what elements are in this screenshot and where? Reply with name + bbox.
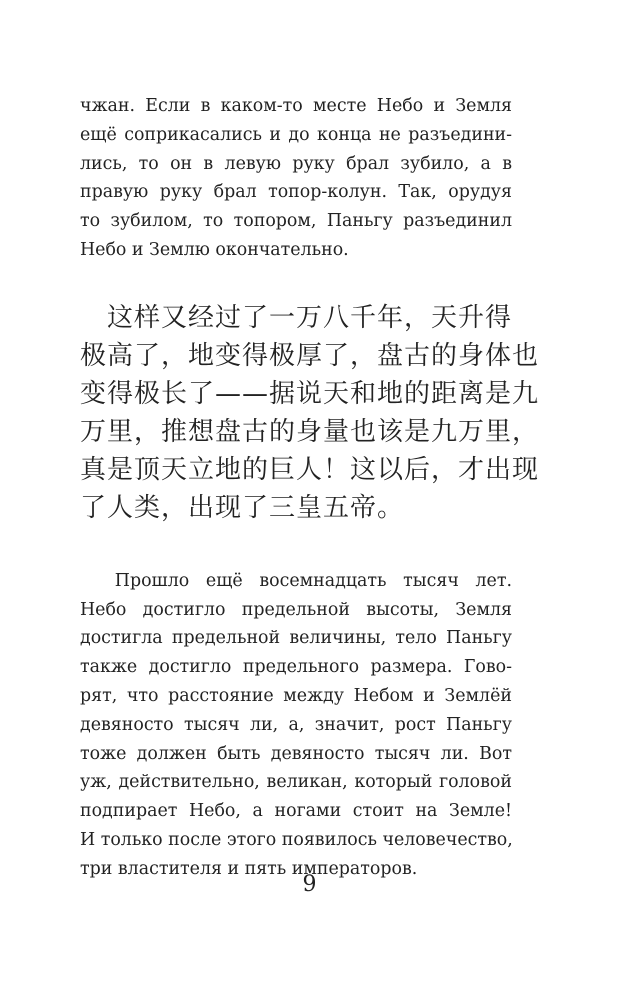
text-line: уж, действительно, великан, который головой xyxy=(80,772,512,793)
text-line: Небо достигло предельной высоты, Земля xyxy=(80,599,512,620)
text-line: лись, то он в левую руку брал зубило, а в xyxy=(80,153,512,174)
text-line: 了人类，出现了三皇五帝。 xyxy=(80,492,405,523)
text-line: ещё соприкасались и до конца не разъедини- xyxy=(80,124,512,145)
text-line: 极高了，地变得极厚了，盘古的身体也 xyxy=(80,340,540,371)
text-line: чжан. Если в каком-то месте Небо и Земля xyxy=(80,96,512,116)
text-line: также достигло предельного размера. Гово- xyxy=(80,657,512,678)
paragraph-russian-1 xyxy=(80,92,512,265)
page-number: 9 xyxy=(302,872,317,897)
text-line: то зубилом, то топором, Паньгу разъединил xyxy=(80,211,512,232)
text-line: рят, что расстояние между Небом и Землёй xyxy=(80,685,512,706)
text-line: подпирает Небо, а ногами стоит на Земле! xyxy=(80,801,512,822)
text-line: правую руку брал топор-колун. Так, орудуя xyxy=(80,182,512,203)
paragraph-chinese xyxy=(80,299,540,527)
text-line: Прошло ещё восемнадцать тысяч лет. xyxy=(80,570,512,591)
text-line: три властителя и пять императоров. xyxy=(80,858,418,879)
text-line: Небо и Землю окончательно. xyxy=(80,239,349,260)
text-line: 这样又经过了一万八千年，天升得 xyxy=(80,302,513,333)
page-body xyxy=(80,92,540,884)
text-line: И только после этого появилось человечество, xyxy=(80,829,513,850)
text-line: девяносто тысяч ли, а, значит, рост Паньгу xyxy=(80,714,512,735)
text-line: 万里，推想盘古的身量也该是九万里， xyxy=(80,416,540,447)
text-line: 变得极长了——据说天和地的距离是九 xyxy=(80,378,540,409)
text-line: достигла предельной величины, тело Паньгу xyxy=(80,628,512,649)
text-line: 真是顶天立地的巨人！这以后，才出现 xyxy=(80,454,540,485)
text-line: тоже должен быть девяносто тысяч ли. Вот xyxy=(80,743,512,764)
paragraph-russian-2 xyxy=(80,567,512,884)
